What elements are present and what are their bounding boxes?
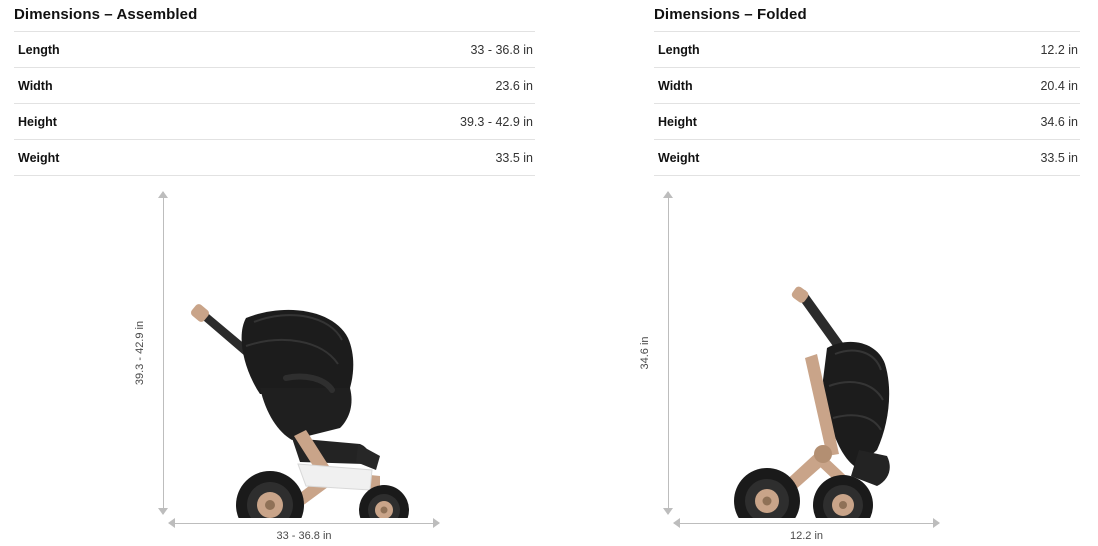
dimension-line-vertical: [668, 192, 669, 514]
height-dimension-label: 39.3 - 42.9 in: [131, 293, 149, 413]
arrow-down-icon: [158, 508, 168, 515]
table-row: [654, 68, 1080, 104]
arrow-left-icon: [673, 518, 680, 528]
arrow-right-icon: [933, 518, 940, 528]
height-dimension-label: 34.6 in: [636, 293, 654, 413]
dimension-line-vertical: [163, 192, 164, 514]
spec-value-height: 39.3 - 42.9 in: [460, 115, 533, 129]
length-dimension-folded: [674, 514, 939, 542]
table-row: [14, 104, 535, 140]
spec-label-width: Width: [658, 79, 693, 93]
height-dimension-folded: [639, 192, 677, 514]
figure-folded: [639, 184, 1080, 546]
figure-assembled: [14, 184, 535, 546]
stroller-side-view-folded: [709, 218, 959, 518]
spec-value-weight: 33.5 in: [495, 151, 533, 165]
length-dimension-label: 33 - 36.8 in: [276, 530, 332, 542]
arrow-up-icon: [158, 191, 168, 198]
stroller-side-view-assembled: [174, 218, 439, 518]
arrow-down-icon: [663, 508, 673, 515]
spec-value-length: 12.2 in: [1040, 43, 1078, 57]
spec-label-length: Length: [18, 43, 60, 57]
table-row: [14, 32, 535, 68]
arrow-up-icon: [663, 191, 673, 198]
table-row: [654, 32, 1080, 68]
spec-value-weight: 33.5 in: [1040, 151, 1078, 165]
panel-title-folded: Dimensions – Folded: [654, 6, 807, 23]
spec-table-assembled: [14, 31, 535, 176]
panel-title-assembled: Dimensions – Assembled: [14, 6, 198, 23]
length-dimension-label: 12.2 in: [789, 530, 824, 542]
spec-value-length: 33 - 36.8 in: [470, 43, 533, 57]
table-row: [654, 140, 1080, 176]
height-dimension-assembled: [134, 192, 172, 514]
spec-label-height: Height: [658, 115, 697, 129]
arrow-right-icon: [433, 518, 440, 528]
dimension-line-horizontal: [169, 523, 439, 524]
dimension-line-horizontal: [674, 523, 939, 524]
length-dimension-assembled: [169, 514, 439, 542]
table-row: [14, 68, 535, 104]
table-row: [654, 104, 1080, 140]
spec-value-width: 20.4 in: [1040, 79, 1078, 93]
spec-label-width: Width: [18, 79, 53, 93]
panel-folded: [549, 0, 1098, 546]
spec-value-height: 34.6 in: [1040, 115, 1078, 129]
spec-value-width: 23.6 in: [495, 79, 533, 93]
spec-table-folded: [654, 31, 1080, 176]
spec-label-weight: Weight: [18, 151, 60, 165]
spec-label-length: Length: [658, 43, 700, 57]
table-row: [14, 140, 535, 176]
spec-label-weight: Weight: [658, 151, 700, 165]
arrow-left-icon: [168, 518, 175, 528]
spec-label-height: Height: [18, 115, 57, 129]
